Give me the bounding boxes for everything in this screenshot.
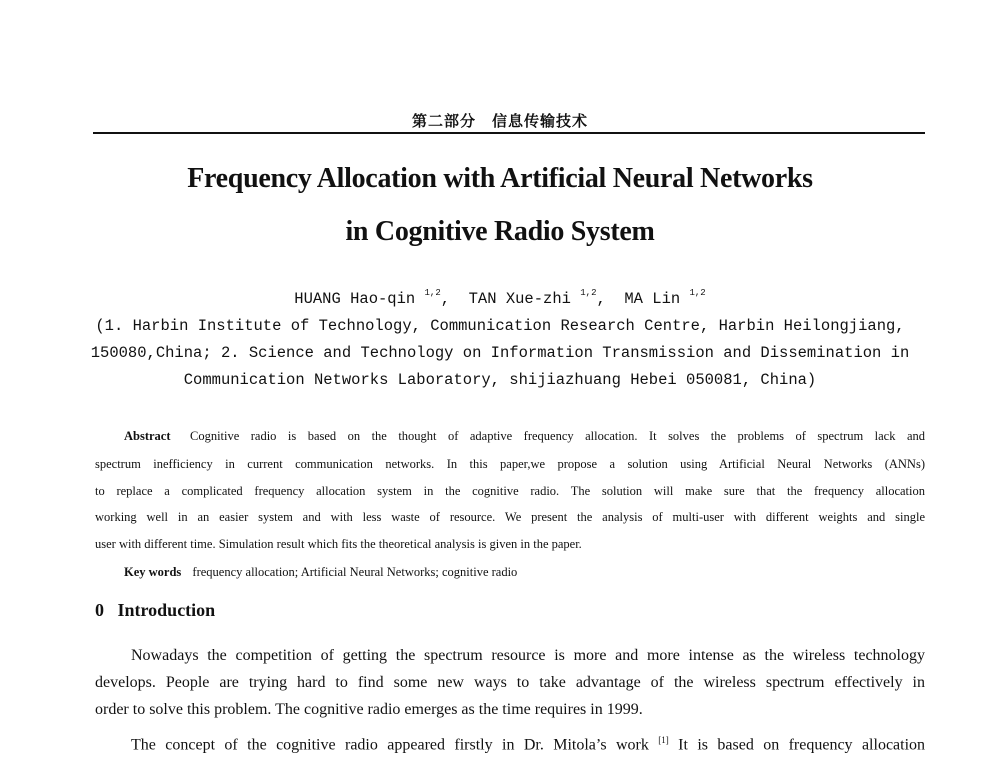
author-name: TAN Xue-zhi [468,290,571,308]
affiliation-line: Communication Networks Laboratory, shijiazhuang Hebei 050081, China) [183,371,817,389]
body-line: develops. People are trying hard to find some new ways to take advantage of the wireless spectrum effectively in [95,674,925,691]
abstract-line: working well in an easier system and with less waste of resource. We present the analysis of multi-user with different weights and single [95,510,925,524]
keywords-text: frequency allocation; Artificial Neural Networks; cognitive radio [192,565,518,579]
abstract-line [124,429,925,444]
body-text: The concept of the cognitive radio appeared firstly in Dr. Mitola’s work [131,736,649,754]
author-affiliation-sup: 1,2 [424,288,441,298]
abstract-line: user with different time. Simulation result which fits the theoretical analysis is given in the paper. [95,537,582,551]
paper-title-line-1: Frequency Allocation with Artificial Neural Networks [187,163,813,194]
affiliation-line: (1. Harbin Institute of Technology, Communication Research Centre, Harbin Heilongjiang, [95,317,905,335]
affiliation-line: 150080,China; 2. Science and Technology on Information Transmission and Dissemination in [90,344,910,362]
author-name: MA Lin [624,290,681,308]
authors: HUANG Hao-qin $^{1,2}$, TAN Xue-zhi $^{1,2}$, MA Lin $^{1,2}$ [294,288,706,308]
running-header: 第二部分 信息传输技术 [411,112,588,130]
body-line: order to solve this problem. The cognitive radio emerges as the time requires in 1999. [95,701,643,718]
abstract-label: Abstract [124,429,171,443]
body-text: It is based on frequency allocation [678,736,926,754]
abstract-line: spectrum inefficiency in current communication networks. In this paper,we propose a solution using Artificial Neural Networks (ANNs) [95,457,925,471]
header-rule [93,132,925,134]
body-line: Nowadays the competition of getting the spectrum resource is more and more intense as the wireless technology [131,647,925,664]
author-affiliation-sup: 1,2 [580,288,597,298]
author-affiliation-sup: 1,2 [689,288,706,298]
author-name: HUANG Hao-qin [294,290,416,308]
abstract-text: Cognitive radio is based on the thought of adaptive frequency allocation. It solves the problems of spectrum lack and [189,429,925,443]
section-heading [95,600,215,621]
body-line [131,735,925,754]
keywords-label: Key words [124,565,182,579]
section-title: Introduction [117,600,216,620]
paper-title-line-2: in Cognitive Radio System [345,216,655,247]
abstract-line: to replace a complicated frequency allocation system in the cognitive radio. The solution will make sure that the frequency allocation [95,484,925,498]
section-number: 0 [95,600,104,620]
citation[interactable]: [1] [658,735,669,745]
keywords [124,565,925,580]
